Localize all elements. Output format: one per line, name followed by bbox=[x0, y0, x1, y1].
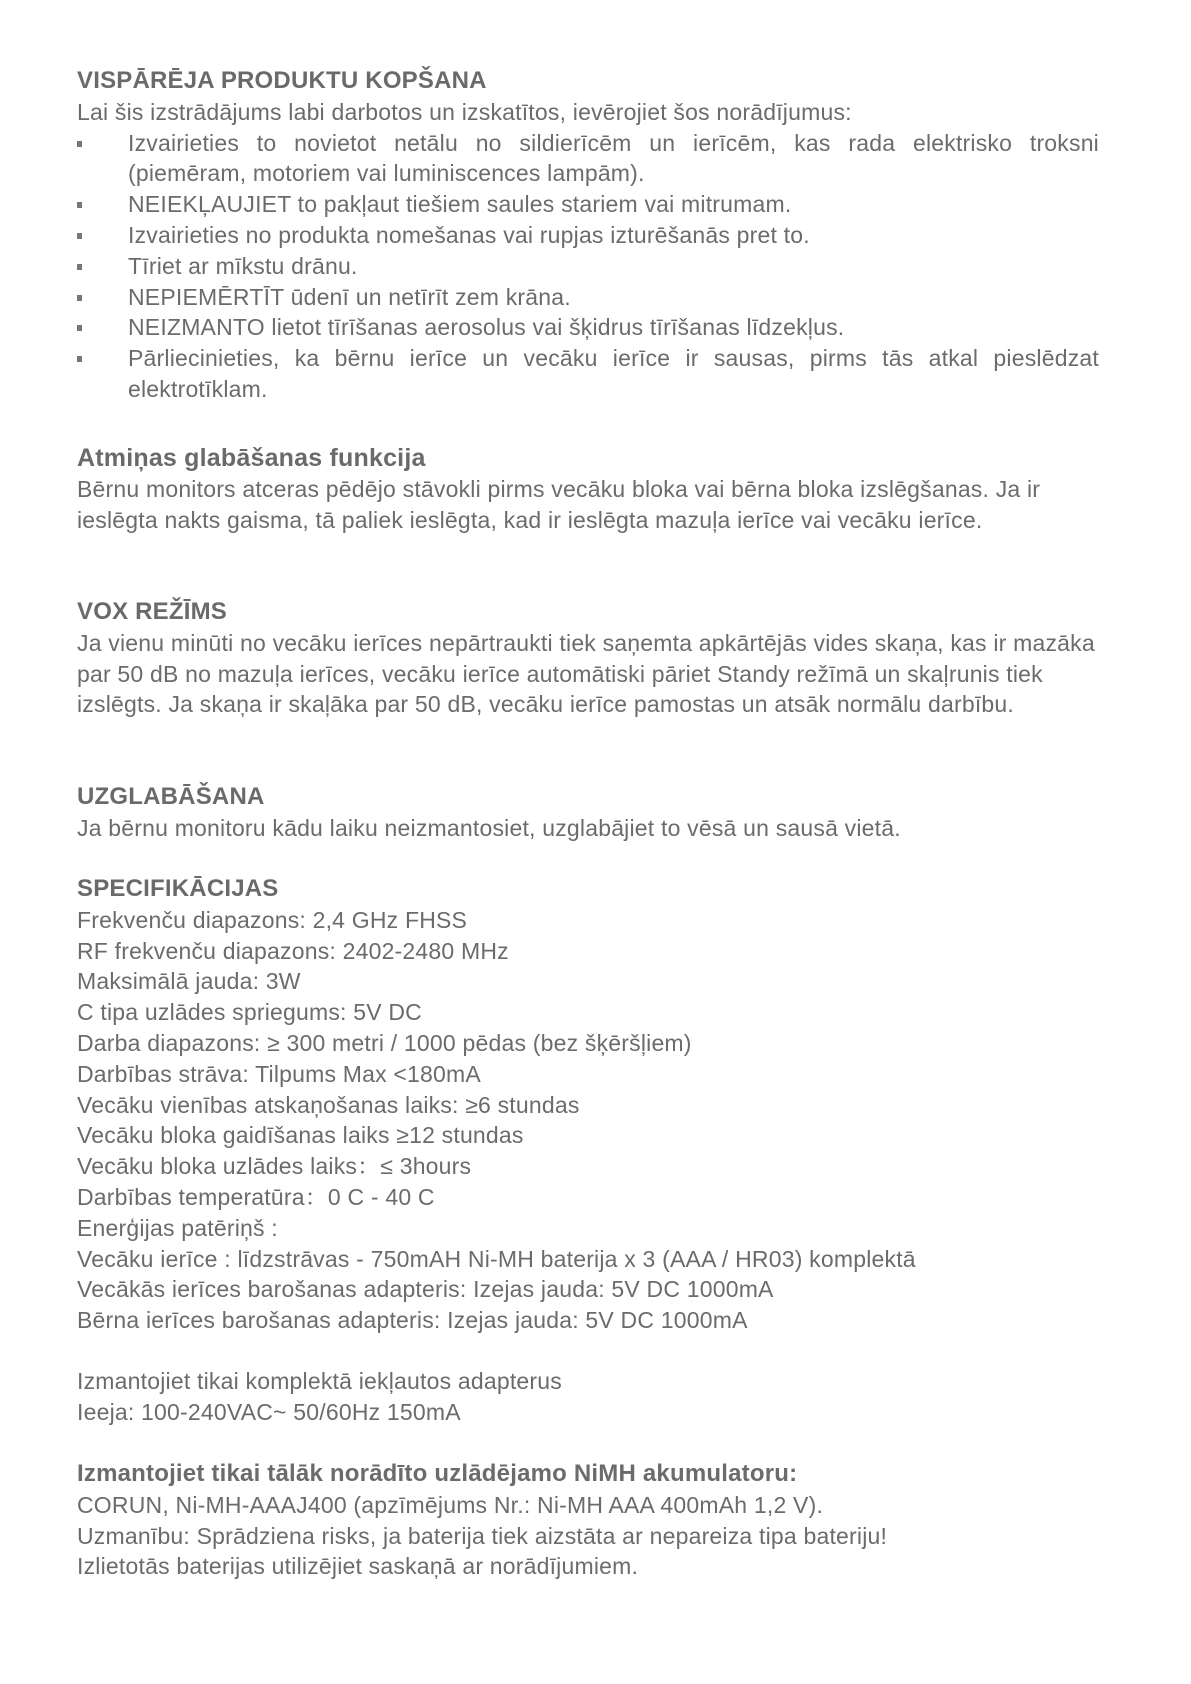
memory-section bbox=[77, 443, 1099, 535]
adapters-section bbox=[77, 1366, 1099, 1428]
paragraph: Ja vienu minūti no vecāku ierīces nepārtraukti tiek saņemta apkārtējās vides skaņa, kas ir mazāka par 50 dB no mazuļa ierīces, vecāku ierīce automātiski pāriet Standy režīmā un skaļrunis tiek izslēgts. Ja skaņa ir skaļāka par 50 dB, vecāku ierīce pamostas un atsāk normālu darbību. bbox=[77, 629, 1095, 718]
battery-heading: Izmantojiet tikai tālāk norādīto uzlādējamo NiMH akumulatoru: bbox=[77, 1460, 798, 1487]
list-item: Tīriet ar mīkstu drānu. bbox=[77, 251, 1099, 282]
section-heading: UZGLABĀŠANA bbox=[77, 783, 265, 810]
paragraph: Bērnu monitors atceras pēdējo stāvokli pirms vecāku bloka vai bērna bloka izslēgšanas. Ja ir ieslēgta nakts gaisma, tā paliek ieslēgta, kad ir ieslēgta mazuļa ierīce vai vecāku ierīce. bbox=[77, 475, 1041, 533]
specs-section bbox=[77, 874, 1099, 1336]
spec-line: Vecāku bloka uzlādes laiks：≤ 3hours bbox=[77, 1153, 472, 1180]
section-heading: Atmiņas glabāšanas funkcija bbox=[77, 444, 426, 472]
paragraph: Ja bērnu monitoru kādu laiku neizmantosiet, uzglabājiet to vēsā un sausā vietā. bbox=[77, 814, 901, 841]
list-item: Pārliecinieties, ka bērnu ierīce un vecāku ierīce ir sausas, pirms tās atkal pieslēdzat elektrotīklam. bbox=[77, 343, 1099, 405]
battery-line: CORUN, Ni-MH-AAAJ400 (apzīmējums Nr.: Ni-MH AAA 400mAh 1,2 V). bbox=[77, 1491, 824, 1518]
list-item: Izvairieties to novietot netālu no sildierīcēm un ierīcēm, kas rada elektrisko troksni (piemēram, motoriem vai luminiscences lampām). bbox=[77, 128, 1099, 190]
spec-line: Vecāku bloka gaidīšanas laiks ≥12 stundas bbox=[77, 1122, 524, 1149]
adapter-line: Izmantojiet tikai komplektā iekļautos adapterus bbox=[77, 1368, 562, 1394]
section-heading: SPECIFIKĀCIJAS bbox=[77, 875, 279, 902]
intro-text: Lai šis izstrādājums labi darbotos un izskatītos, ievērojiet šos norādījumus: bbox=[77, 98, 852, 125]
battery-line: Izlietotās baterijas utilizējiet saskaņā ar norādījumiem. bbox=[77, 1553, 639, 1580]
list-item: NEPIEMĒRTĪT ūdenī un netīrīt zem krāna. bbox=[77, 282, 1099, 313]
list-item: NEIZMANTO lietot tīrīšanas aerosolus vai šķidrus tīrīšanas līdzekļus. bbox=[77, 312, 1099, 343]
spec-line: Darbības strāva: Tilpums Max <180mA bbox=[77, 1060, 481, 1087]
spec-line: Vecāku vienības atskaņošanas laiks: ≥6 stundas bbox=[77, 1091, 580, 1118]
list-item: Izvairieties no produkta nomešanas vai rupjas izturēšanās pret to. bbox=[77, 220, 1099, 251]
list-item: NEIEKĻAUJIET to pakļaut tiešiem saules stariem vai mitrumam. bbox=[77, 189, 1099, 220]
battery-section bbox=[77, 1459, 1099, 1582]
section-heading: VOX REŽĪMS bbox=[77, 598, 228, 625]
section-heading: VISPĀRĒJA PRODUKTU KOPŠANA bbox=[77, 67, 487, 94]
spec-line: Maksimālā jauda: 3W bbox=[77, 968, 301, 995]
spec-line: Darbības temperatūra：0 C - 40 C bbox=[77, 1183, 435, 1210]
spec-line: Vecākās ierīces barošanas adapteris: Izejas jauda: 5V DC 1000mA bbox=[77, 1276, 774, 1303]
storage-section bbox=[77, 782, 1099, 844]
spec-line: Vecāku ierīce : līdzstrāvas - 750mAH Ni-MH baterija x 3 (AAA / HR03) komplektā bbox=[77, 1245, 916, 1272]
spec-line: RF frekvenču diapazons: 2402-2480 MHz bbox=[77, 937, 509, 964]
spec-line: Bērna ierīces barošanas adapteris: Izejas jauda: 5V DC 1000mA bbox=[77, 1307, 748, 1334]
general-care-section bbox=[77, 66, 1099, 405]
spec-line: C tipa uzlādes spriegums: 5V DC bbox=[77, 999, 422, 1026]
spec-line: Enerģijas patēriņš : bbox=[77, 1214, 278, 1241]
care-list bbox=[77, 128, 1099, 405]
spec-line: Frekvenču diapazons: 2,4 GHz FHSS bbox=[77, 906, 468, 933]
battery-line: Uzmanību: Sprādziena risks, ja baterija tiek aizstāta ar nepareiza tipa bateriju! bbox=[77, 1522, 888, 1549]
adapter-line: Ieeja: 100-240VAC~ 50/60Hz 150mA bbox=[77, 1398, 461, 1425]
vox-section bbox=[77, 597, 1099, 720]
spec-line: Darba diapazons: ≥ 300 metri / 1000 pēdas (bez šķēršļiem) bbox=[77, 1029, 692, 1056]
